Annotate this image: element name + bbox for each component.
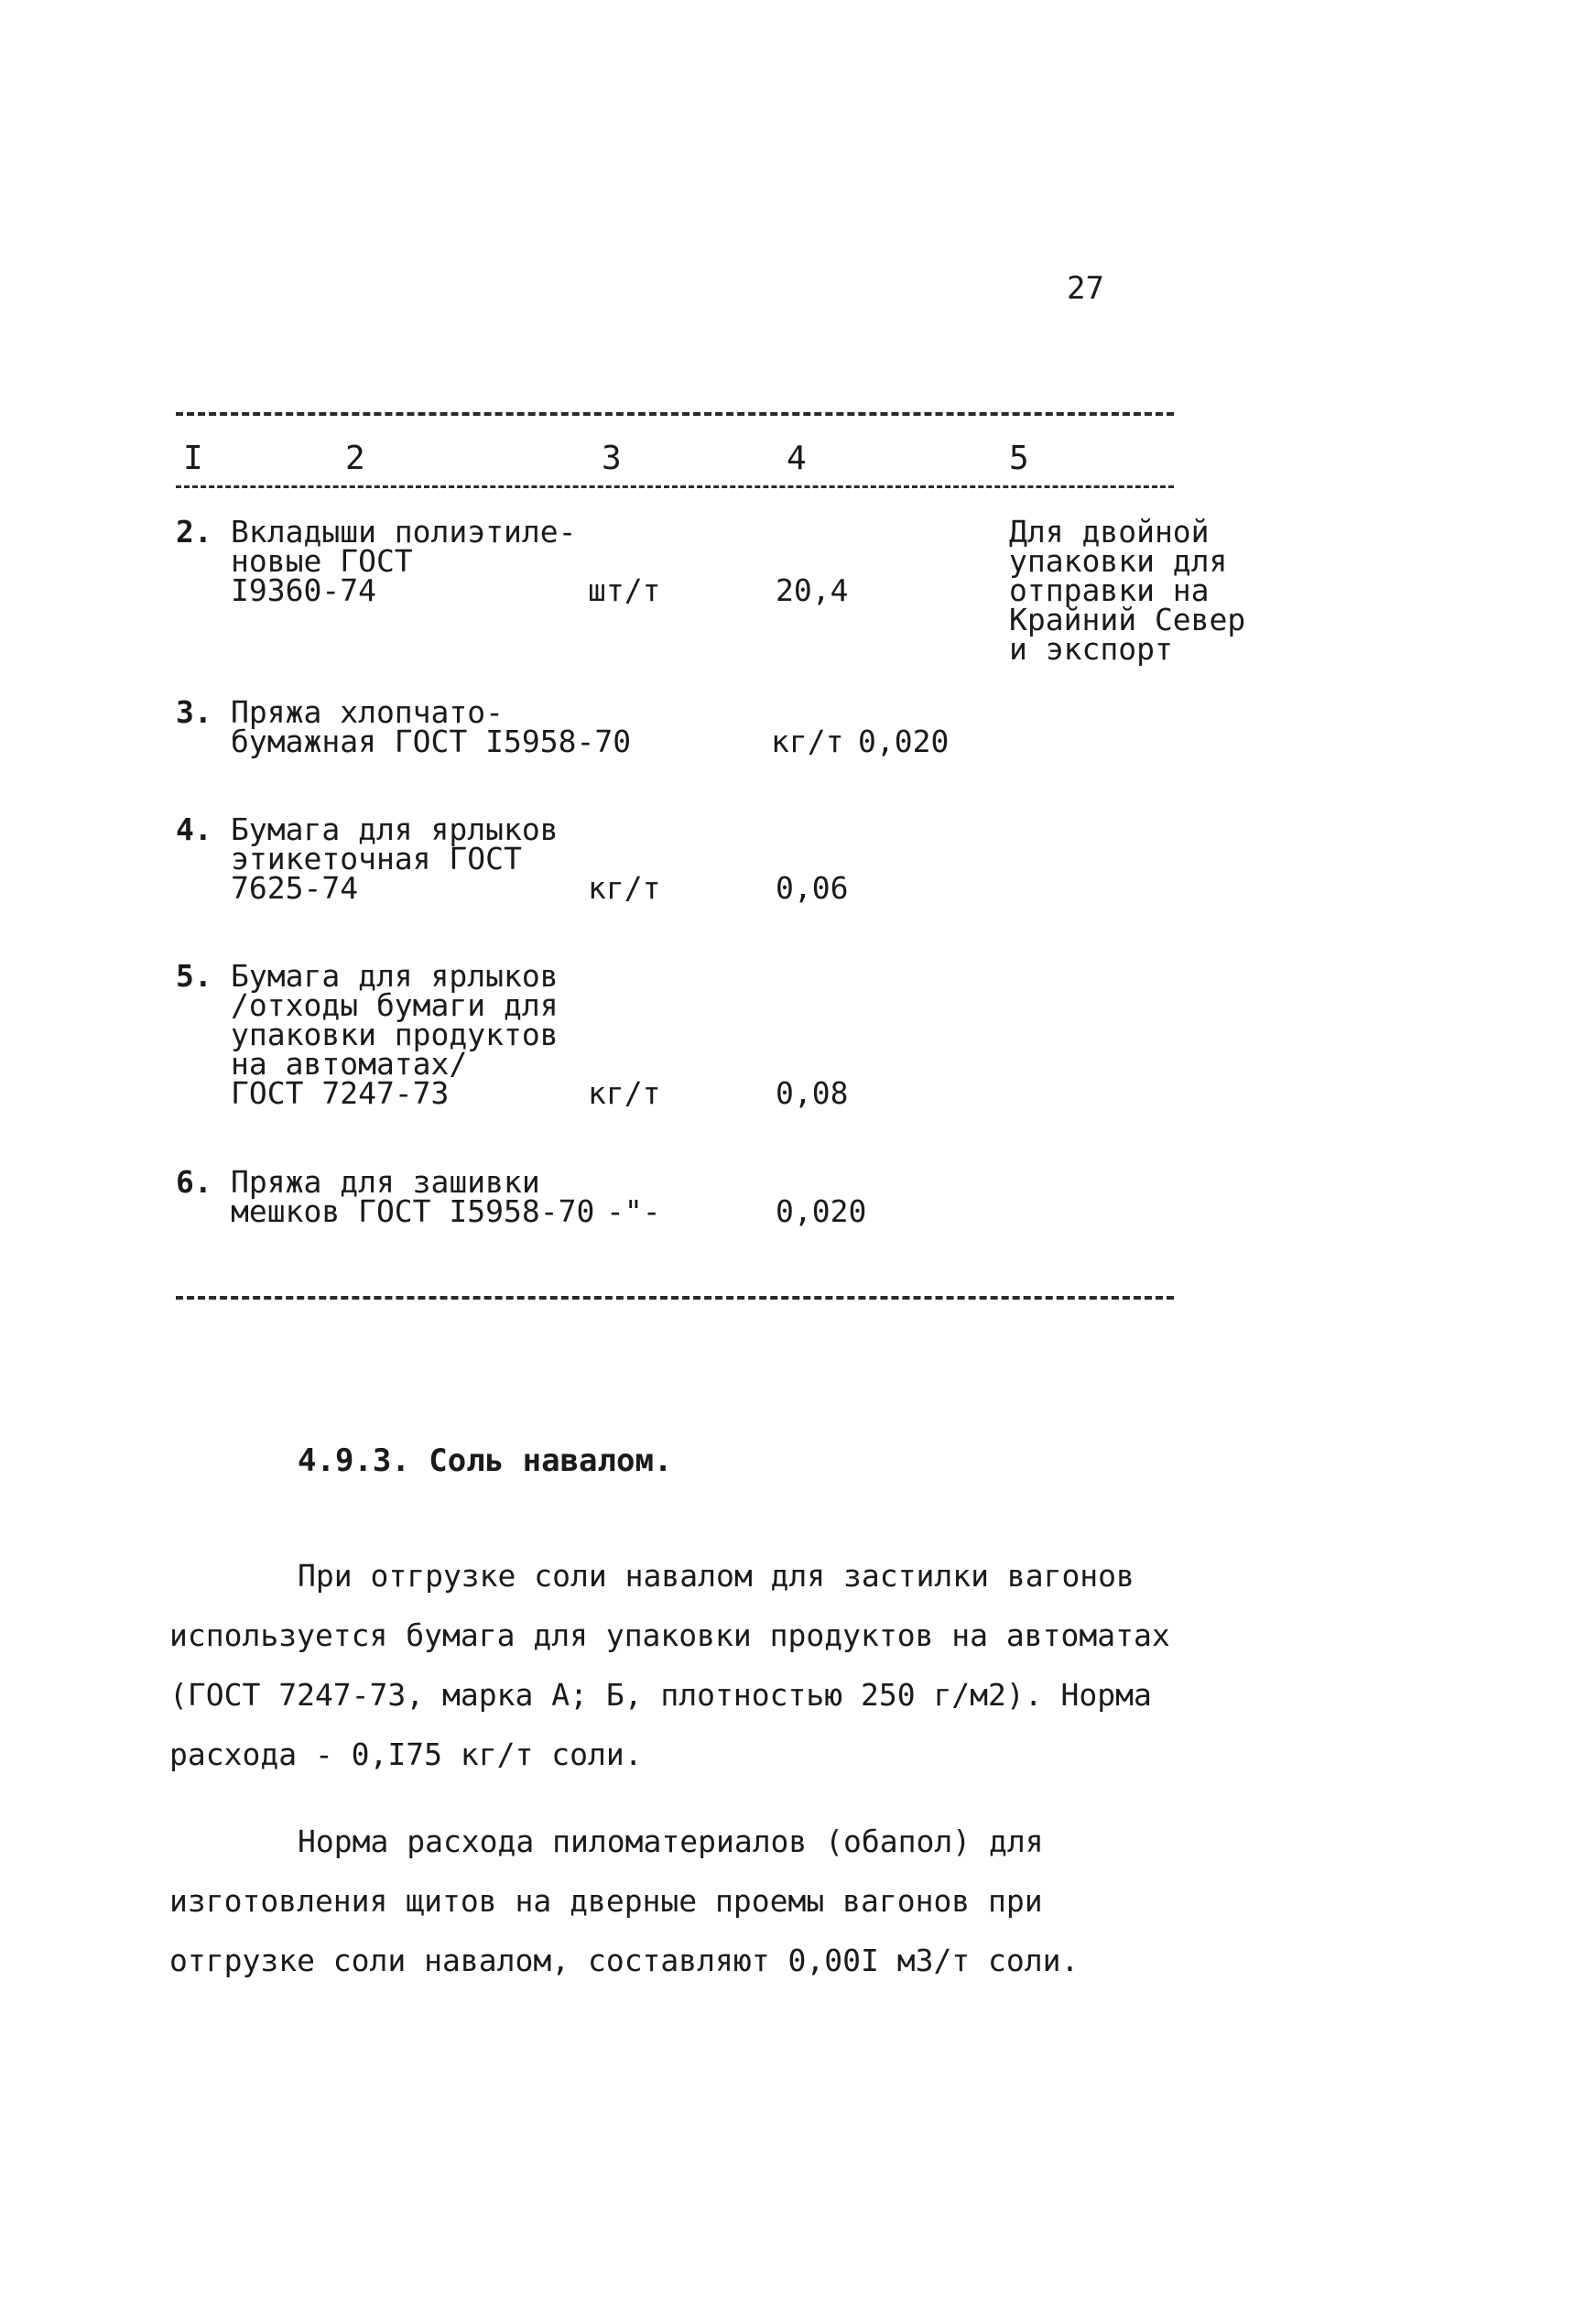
row-norm: 0,020: [858, 724, 950, 759]
row-unit: кг/т: [588, 870, 661, 906]
table-row: [176, 1164, 1366, 1232]
table-bottom-rule: [176, 1296, 1174, 1300]
page-number: 27: [1067, 270, 1104, 307]
body-paragraph: Норма расхода пиломатериалов (обапол) для изготовления щитов на дверные проемы вагонов при отгрузке соли навалом, составляют 0,00I м3/т соли.: [169, 1823, 1080, 1978]
table-row: [176, 811, 1366, 907]
column-header-4: 4: [787, 440, 807, 477]
table-header: [176, 440, 1174, 488]
column-header-1: I: [183, 440, 203, 477]
row-norm: 0,06: [776, 870, 849, 906]
row-material: Вкладыши полиэтиле- новые ГОСТ I9360-74: [231, 514, 577, 608]
body-paragraph: При отгрузке соли навалом для застилки вагонов используется бумага для упаковки продуктов на автоматах (ГОСТ 7247-73, марка А; Б, плотностью 250 г/м2). Норма расхода - 0,I75 кг/т соли.: [169, 1558, 1170, 1772]
row-number: 3.: [176, 694, 212, 730]
row-material: Пряжа хлопчато- бумажная ГОСТ I5958-70: [231, 694, 632, 759]
row-number: 6.: [176, 1164, 212, 1200]
row-material: Бумага для ярлыков этикеточная ГОСТ 7625-74: [231, 811, 559, 906]
row-unit: кг/т: [771, 724, 844, 759]
row-unit: -"-: [606, 1193, 661, 1229]
column-header-2: 2: [345, 440, 365, 477]
row-material: Пряжа для зашивки мешков ГОСТ I5958-70: [231, 1164, 595, 1229]
row-number: 4.: [176, 811, 212, 847]
row-norm: 20,4: [776, 572, 849, 608]
table-row: [176, 694, 1366, 762]
table-top-rule: [176, 412, 1174, 416]
row-unit: шт/т: [588, 572, 661, 608]
section-heading: 4.9.3. Соль навалом.: [298, 1442, 673, 1479]
table-row: [176, 958, 1366, 1113]
table-row: [176, 514, 1366, 682]
column-header-3: 3: [602, 440, 622, 477]
row-note: Для двойной упаковки для отправки на Крайний Север и экспорт: [1009, 514, 1246, 667]
column-header-5: 5: [1009, 440, 1029, 477]
row-unit: кг/т: [588, 1075, 661, 1111]
row-number: 2.: [176, 514, 212, 550]
row-norm: 0,08: [776, 1075, 849, 1111]
row-number: 5.: [176, 958, 212, 994]
row-material: Бумага для ярлыков /отходы бумаги для упаковки продуктов на автоматах/ ГОСТ 7247-73: [231, 958, 559, 1111]
row-norm: 0,020: [776, 1193, 867, 1229]
